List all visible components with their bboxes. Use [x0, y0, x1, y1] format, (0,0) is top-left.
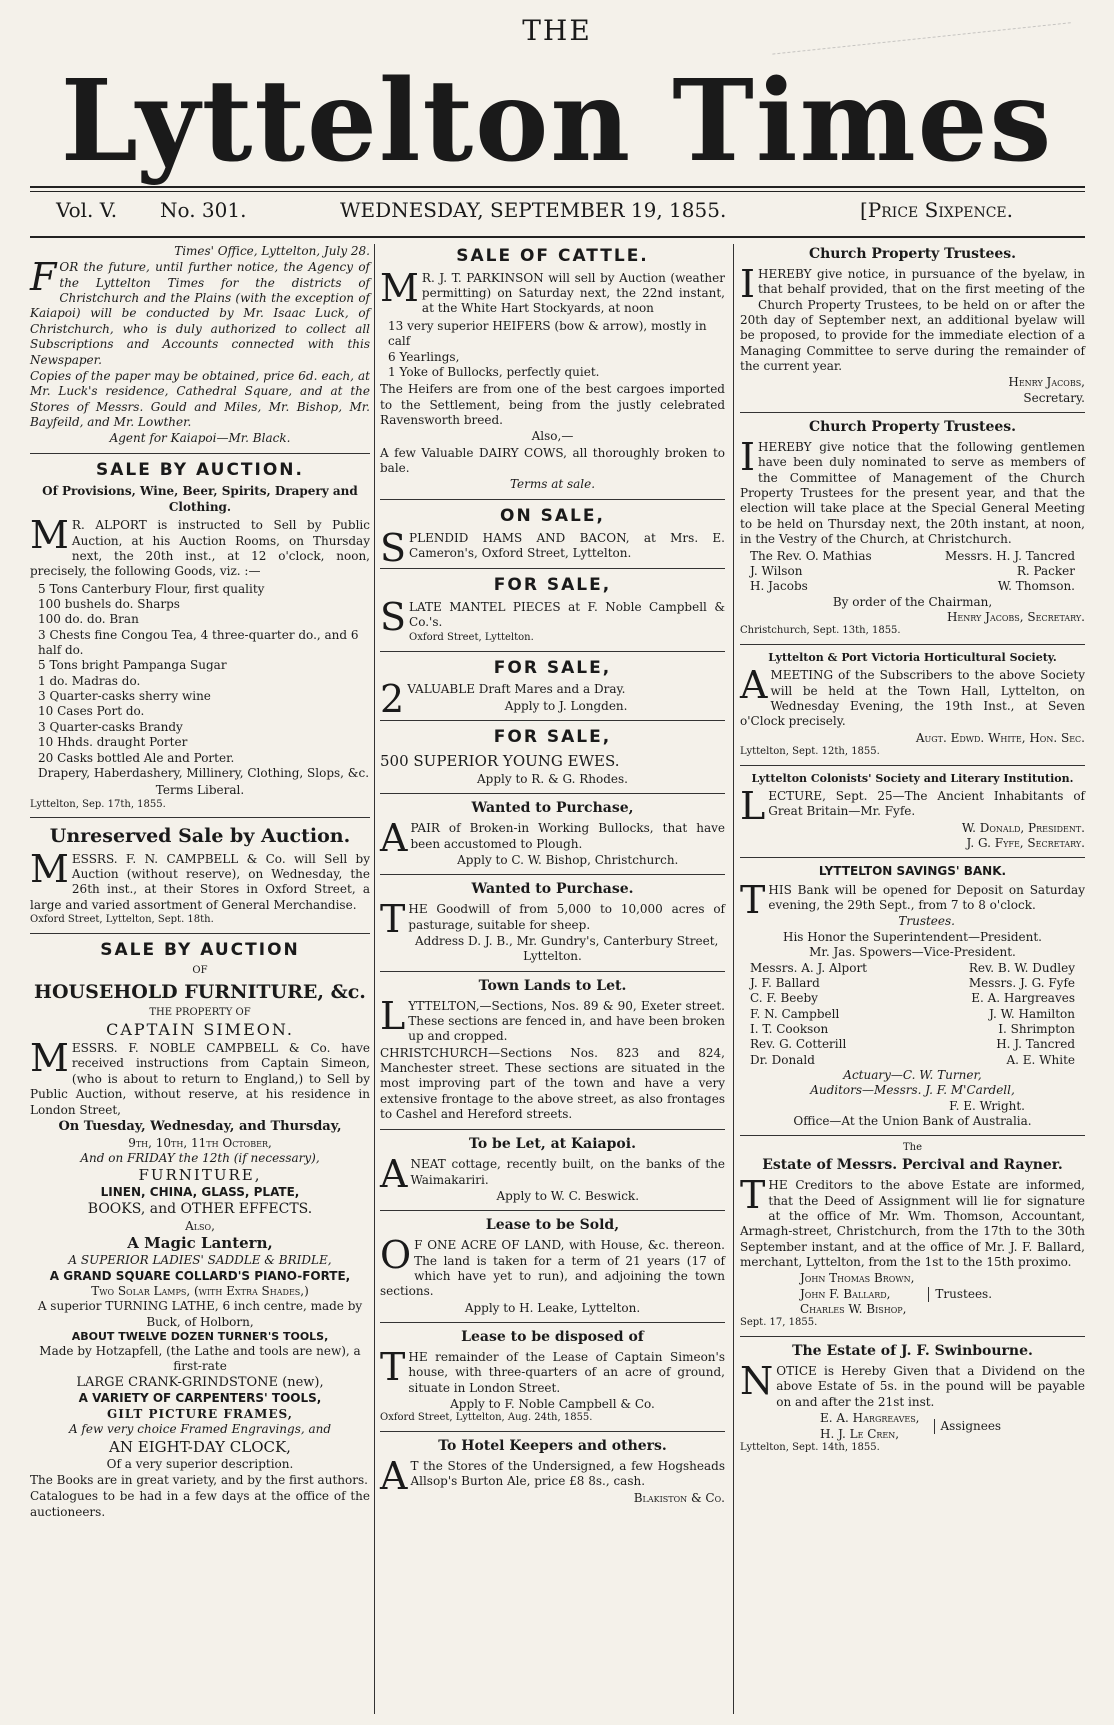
- name-right: I. Shrimpton: [998, 1021, 1075, 1036]
- ewes-apply: Apply to R. & G. Rhodes.: [476, 771, 628, 786]
- savings-body: THIS Bank will be opened for Deposit on Saturday evening, the 29th Sept., from 7 to 8 o'clock.: [740, 877, 1085, 922]
- cattle-cows: A few Valuable DAIRY COWS, all thoroughly broken to bale.: [380, 445, 725, 476]
- estate2-assignees: Assignees: [934, 1419, 1002, 1434]
- name-row: [740, 549, 1085, 564]
- horti-heading: Lyttelton & Port Victoria Horticultural Society.: [768, 651, 1057, 665]
- slate-heading: FOR SALE,: [493, 575, 612, 596]
- estate1-names: [800, 1271, 914, 1317]
- hotel-heading: To Hotel Keepers and others.: [438, 1438, 667, 1455]
- savings-trustees: Trustees.: [898, 914, 955, 929]
- name-row: [740, 976, 1085, 991]
- auction3-title: HOUSEHOLD FURNITURE, &c.: [34, 980, 366, 1003]
- church1-heading: Church Property Trustees.: [808, 246, 1017, 262]
- ad-lease-sold: [380, 1217, 725, 1323]
- ad-church-trustees-1: [740, 246, 1085, 413]
- church2-heading: Church Property Trustees.: [808, 419, 1017, 436]
- price-label: [Price Sixpence.: [860, 198, 1013, 222]
- auction1-footer: Lyttelton, Sep. 17th, 1855.: [30, 798, 166, 810]
- list-item: 5 Tons bright Pampanga Sugar: [38, 658, 227, 673]
- ad-household-furniture: [30, 940, 370, 1527]
- auction3-piano: A GRAND SQUARE COLLARD'S PIANO-FORTE,: [49, 1268, 351, 1283]
- estate1-the: The: [902, 1142, 923, 1154]
- ad-agency: [30, 244, 370, 454]
- name-row: [740, 991, 1085, 1006]
- townlands-body: LYTTELTON,—Sections, Nos. 89 & 90, Exeter street. These sections are fenced in, and have been broken up and cropped.: [380, 993, 725, 1044]
- column-divider-2: [733, 244, 734, 1714]
- column-1: [30, 244, 370, 1533]
- auction3-grindstone: LARGE CRANK-GRINDSTONE (new),: [76, 1374, 324, 1390]
- savings-heading: LYTTELTON SAVINGS' BANK.: [818, 864, 1007, 879]
- ad-young-ewes: [380, 727, 725, 794]
- wanted1-apply: Apply to C. W. Bishop, Christchurch.: [457, 852, 679, 867]
- volume-label: Vol. V.: [56, 198, 118, 222]
- ad-church-trustees-2: [740, 419, 1085, 645]
- ad-hotel-keepers: [380, 1438, 725, 1512]
- church2-body: IHEREBY give notice that the following gentlemen have been duly nominated to serve as members of the Committee of Management of the Church Property Trustees for the present year, and that the election will take place at the Special General Meeting to be held on Thursday next, the 20th instant, at noon, in the Vestry of the Church, at Christchurch.: [740, 435, 1085, 547]
- cattle-heifers: The Heifers are from one of the best cargoes imported to the Settlement, being from the justly celebrated Ravensworth breed.: [380, 382, 725, 427]
- dateline: [30, 196, 1085, 236]
- auction3-linen: LINEN, CHINA, GLASS, PLATE,: [100, 1185, 300, 1200]
- name-right: A. E. White: [1006, 1052, 1075, 1067]
- estate1-signatures: [740, 1271, 1085, 1317]
- name-right: J. W. Hamilton: [989, 1006, 1075, 1021]
- name-right: Rev. B. W. Dudley: [968, 960, 1075, 975]
- column-2: [380, 244, 725, 1518]
- ewes-body: 500 SUPERIOR YOUNG EWES.: [380, 751, 620, 770]
- ad-swinbourne: [740, 1343, 1085, 1461]
- wanted1-heading: Wanted to Purchase,: [471, 800, 634, 817]
- lease2-footer: Oxford Street, Lyttelton, Aug. 24th, 1855.: [380, 1412, 593, 1424]
- name-left: Dr. Donald: [750, 1052, 815, 1067]
- list-item: 3 Quarter-casks sherry wine: [38, 689, 211, 704]
- mares-apply: Apply to J. Longden.: [504, 698, 628, 713]
- ewes-heading: FOR SALE,: [493, 726, 612, 747]
- ad-lease-disposed: [380, 1329, 725, 1432]
- mares-body: 2VALUABLE Draft Mares and a Dray.: [380, 677, 626, 722]
- church1-body: IHEREBY give notice, in pursuance of the byelaw, in that behalf provided, that on the first meeting of the Church Property Trustees, to be held on or after the 20th day of September next, an additional byelaw will be proposed, to provide for the immediate election of a Managing Committee to serve during the remainder of the current year.: [740, 261, 1085, 374]
- auction3-owner: CAPTAIN SIMEON.: [106, 1019, 294, 1039]
- lease2-apply: Apply to F. Noble Campbell & Co.: [450, 1397, 655, 1412]
- estate1-body: THE Creditors to the above Estate are informed, that the Deed of Assignment will lie for signature at the office of Mr. Wm. Thomson, Accountant, Armagh-street, Christchurch, from the 17th to the 30th September instant, and at the office of Mr. J. F. Ballard, merchant, Lyttelton, from the 1st to the 15th proximo.: [740, 1173, 1085, 1269]
- townlands-body2: CHRISTCHURCH—Sections Nos. 823 and 824, Manchester street. These sections are situated in the most improving part of the town and have a very extensive frontage to the above street, as also frontages to Cashel and Hereford streets.: [380, 1045, 725, 1122]
- agency-body: FOR the future, until further notice, the Agency of the Lyttelton Times for the districts of Christchurch and the Plains (with the exception of Kaiapoi) will be conducted by Mr. Isaac Luck, of Christchurch, who is duly authorized to collect all Subscriptions and Accounts connected with this Newspaper.: [30, 255, 370, 367]
- ad-kaiapoi-cottage: [380, 1136, 725, 1211]
- name-right: W. Thomson.: [997, 579, 1075, 594]
- horti-body: AMEETING of the Subscribers to the above Society will be held at the Town Hall, Lyttelton, on Wednesday Evening, the 19th Inst., at Seven o'Clock precisely.: [740, 663, 1085, 729]
- name-right: R. Packer: [1016, 563, 1075, 578]
- kaiapoi-apply: Apply to W. C. Beswick.: [496, 1189, 640, 1204]
- name-row: [740, 1007, 1085, 1022]
- cattle-also: Also,—: [531, 429, 574, 444]
- issue-date: WEDNESDAY, SEPTEMBER 19, 1855.: [340, 198, 727, 222]
- church1-sign1: Henry Jacobs,: [1008, 375, 1085, 390]
- column-3: [740, 244, 1085, 1467]
- estate2-names: [820, 1411, 920, 1442]
- horti-footer: Lyttelton, Sept. 12th, 1855.: [740, 746, 880, 758]
- mares-heading: FOR SALE,: [493, 657, 612, 678]
- column-divider-1: [374, 244, 375, 1714]
- ad-unreserved-sale: [30, 824, 370, 934]
- name-row: [740, 1053, 1085, 1068]
- auction1-body: MR. ALPORT is instructed to Sell by Public Auction, at his Auction Rooms, on Thursday next, the 20th inst., at 12 o'clock, noon, precisely, the following Goods, viz. :—: [30, 513, 370, 579]
- lease1-body: OF ONE ACRE OF LAND, with House, &c. thereon. The land is taken for a term of 21 years (17 of which have yet to run), and adjoining the town sections.: [380, 1233, 725, 1299]
- signature: E. A. Hargreaves,: [820, 1411, 920, 1426]
- auction3-dates: 9th, 10th, 11th October,: [128, 1135, 272, 1150]
- name-row: [740, 1037, 1085, 1052]
- lease2-body: THE remainder of the Lease of Captain Simeon's house, with three-quarters of an acre of ground, situate in London Street.: [380, 1344, 725, 1395]
- rule-top: [30, 186, 1085, 188]
- name-right: Messrs. J. G. Fyfe: [968, 975, 1075, 990]
- auction3-also: Also,: [185, 1218, 215, 1233]
- hotel-body: AT the Stores of the Undersigned, a few Hogsheads Allsop's Burton Ale, price £8 8s., cash.: [380, 1454, 725, 1499]
- name-right: H. J. Tancred: [996, 1037, 1075, 1052]
- ad-savings-bank: [740, 864, 1085, 1136]
- masthead-the: THE: [522, 14, 592, 47]
- list-item: 100 do. do. Bran: [38, 612, 139, 627]
- agency-copies: Copies of the paper may be obtained, price 6d. each, at Mr. Luck's residence, Cathedral Square, and at the Stores of Messrs. Gould and Miles, Mr. Bishop, Mr. Bayfeild, and Mr. Lowther.: [30, 368, 370, 429]
- ad-on-sale: [380, 506, 725, 569]
- name-row: [740, 961, 1085, 976]
- list-item: 5 Tons Canterbury Flour, first quality: [38, 581, 265, 596]
- auction1-heading: SALE BY AUCTION.: [96, 459, 304, 480]
- townlands-heading: Town Lands to Let.: [478, 977, 627, 994]
- auction2-body: MESSRS. F. N. CAMPBELL & Co. will Sell by Auction (without reserve), on Wednesday, the 26th inst., at their Stores in Oxford Street, a large and varied assortment of General Merchandise.: [30, 846, 370, 912]
- signature: Charles W. Bishop,: [800, 1302, 907, 1317]
- estate2-heading: The Estate of J. F. Swinbourne.: [792, 1343, 1033, 1360]
- rule-date: [30, 236, 1085, 238]
- savings-president: His Honor the Superintendent—President.: [782, 929, 1042, 944]
- ad-draft-mares: [380, 658, 725, 721]
- estate2-signatures: [740, 1411, 1085, 1442]
- savings-auditor2: F. E. Wright.: [949, 1098, 1025, 1113]
- auction3-catalogues: Catalogues to be had in a few days at the office of the auctioneers.: [30, 1489, 370, 1519]
- estate1-trustees: Trustees.: [928, 1287, 992, 1302]
- list-item: 6 Yearlings,: [388, 349, 460, 364]
- wanted2-heading: Wanted to Purchase.: [471, 881, 634, 898]
- name-left: J. F. Ballard: [750, 975, 820, 990]
- name-row: [740, 1022, 1085, 1037]
- church1-sign2: Secretary.: [1023, 390, 1085, 405]
- auction2-heading: Unreserved Sale by Auction.: [49, 825, 351, 848]
- church2-order: By order of the Chairman,: [832, 594, 993, 609]
- name-left: C. F. Beeby: [750, 991, 818, 1006]
- slate-footer: Oxford Street, Lyttelton.: [409, 631, 534, 643]
- list-item: 100 bushels do. Sharps: [38, 596, 180, 611]
- list-item: 20 Casks bottled Ale and Porter.: [38, 750, 235, 765]
- auction3-carpenters: A VARIETY OF CARPENTERS' TOOLS,: [78, 1391, 322, 1406]
- auction3-heading: SALE BY AUCTION: [100, 939, 300, 960]
- auction3-days: On Tuesday, Wednesday, and Thursday,: [58, 1118, 342, 1134]
- name-right: Messrs. H. J. Tancred: [944, 548, 1075, 563]
- lease2-heading: Lease to be disposed of: [461, 1329, 644, 1346]
- ad-wanted-bullocks: [380, 800, 725, 875]
- list-item: 3 Chests fine Congou Tea, 4 three-quarter do., and 6 half do.: [38, 627, 359, 658]
- lease1-heading: Lease to be Sold,: [485, 1217, 620, 1234]
- auction3-books: BOOKS, and OTHER EFFECTS.: [87, 1200, 313, 1217]
- name-left: J. Wilson: [750, 563, 803, 578]
- auction3-lantern: A Magic Lantern,: [127, 1234, 273, 1253]
- savings-office: Office—At the Union Bank of Australia.: [793, 1114, 1032, 1129]
- list-item: Drapery, Haberdashery, Millinery, Clothing, Slops, &c.: [38, 765, 370, 780]
- ad-town-lands: [380, 978, 725, 1131]
- wanted2-address: Address D. J. B., Mr. Gundry's, Canterbury Street, Lyttelton.: [415, 933, 719, 964]
- auction3-saddle: A SUPERIOR LADIES' SADDLE & BRIDLE,: [68, 1253, 332, 1268]
- auction3-of: OF: [192, 964, 208, 976]
- horti-sign: Augt. Edwd. White, Hon. Sec.: [915, 730, 1085, 745]
- name-left: Messrs. A. J. Alport: [750, 960, 867, 975]
- auction3-clockdesc: Of a very superior description.: [106, 1456, 294, 1471]
- auction1-items: [30, 582, 370, 782]
- auction3-lamps: Two Solar Lamps, (with Extra Shades,): [91, 1283, 309, 1298]
- name-left: F. N. Campbell: [750, 1006, 840, 1021]
- ad-auction-provisions: [30, 460, 370, 819]
- onsale-body: SPLENDID HAMS AND BACON, at Mrs. E. Cameron's, Oxford Street, Lyttelton.: [380, 525, 725, 570]
- kaiapoi-body: ANEAT cottage, recently built, on the banks of the Waimakariri.: [380, 1152, 725, 1197]
- colonists-heading: Lyttelton Colonists' Society and Literary Institution.: [751, 771, 1074, 785]
- signature: John F. Ballard,: [800, 1286, 891, 1301]
- list-item: 10 Hhds. draught Porter: [38, 735, 188, 750]
- name-right: E. A. Hargreaves: [971, 991, 1075, 1006]
- auction3-bookstext: The Books are in great variety, and by the first authors.: [30, 1473, 368, 1488]
- auction3-lathe: A superior TURNING LATHE, 6 inch centre, made by Buck, of Holborn,: [37, 1299, 363, 1329]
- auction3-holtz: Made by Hotzapfell, (the Lathe and tools are new), a first-rate: [39, 1344, 361, 1374]
- wanted2-body: THE Goodwill of from 5,000 to 10,000 acres of pasturage, suitable for sheep.: [380, 897, 725, 942]
- savings-vice: Mr. Jas. Spowers—Vice-President.: [809, 945, 1016, 960]
- name-left: I. T. Cookson: [750, 1021, 829, 1036]
- auction1-terms: Terms Liberal.: [155, 783, 245, 798]
- list-item: 1 do. Madras do.: [38, 673, 141, 688]
- auction2-footer: Oxford Street, Lyttelton, Sept. 18th.: [30, 914, 214, 926]
- cattle-body: MR. J. T. PARKINSON will sell by Auction (weather permitting) on Saturday next, the 22nd instant, at the White Hart Stockyards, at noon: [380, 265, 725, 316]
- list-item: 10 Cases Port do.: [38, 704, 145, 719]
- issue-number: No. 301.: [160, 198, 247, 222]
- name-row: [740, 564, 1085, 579]
- list-item: 1 Yoke of Bullocks, perfectly quiet.: [388, 364, 600, 379]
- ad-horticultural: [740, 651, 1085, 766]
- savings-auditors: Auditors—Messrs. J. F. M'Cardell,: [810, 1083, 1015, 1098]
- name-row: [740, 579, 1085, 594]
- slate-body: SLATE MANTEL PIECES at F. Noble Campbell & Co.'s.: [380, 595, 725, 639]
- colonists-sign2: J. G. Fyfe, Secretary.: [966, 835, 1085, 850]
- wanted1-body: APAIR of Broken-in Working Bullocks, that have been accustomed to Plough.: [380, 816, 725, 861]
- estate1-footer: Sept. 17, 1855.: [740, 1317, 818, 1329]
- agency-kaiapoi: Agent for Kaiapoi—Mr. Black.: [109, 431, 291, 446]
- cattle-terms: Terms at sale.: [509, 477, 596, 492]
- auction3-body: MESSRS. F. NOBLE CAMPBELL & Co. have received instructions from Captain Simeon, (who is about to return to England,) to Sell by Public Auction, without reserve, at his residence in London Street,: [30, 1036, 370, 1117]
- colonists-body: LECTURE, Sept. 25—The Ancient Inhabitants of Great Britain—Mr. Fyfe.: [740, 783, 1085, 828]
- lease1-apply: Apply to H. Leake, Lyttelton.: [464, 1300, 641, 1315]
- newspaper-title: Lyttelton Times: [60, 56, 1054, 187]
- list-item: 3 Quarter-casks Brandy: [38, 719, 183, 734]
- church2-sign: Henry Jacobs, Secretary.: [946, 610, 1085, 624]
- ad-percival-rayner: [740, 1142, 1085, 1337]
- hotel-sign: Blakiston & Co.: [633, 1490, 725, 1505]
- ad-wanted-pasturage: [380, 881, 725, 971]
- church2-footer: Christchurch, Sept. 13th, 1855.: [740, 625, 901, 637]
- auction3-friday: And on FRIDAY the 12th (if necessary),: [80, 1150, 320, 1165]
- list-item: 13 very superior HEIFERS (bow & arrow), mostly in calf: [388, 318, 707, 349]
- ad-sale-of-cattle: [380, 246, 725, 500]
- auction1-subheading: Of Provisions, Wine, Beer, Spirits, Drapery and Clothing.: [42, 484, 358, 514]
- ad-colonists-society: [740, 772, 1085, 859]
- onsale-heading: ON SALE,: [500, 505, 605, 526]
- name-left: Rev. G. Cotterill: [750, 1037, 847, 1052]
- name-left: H. Jacobs: [750, 579, 808, 594]
- agency-dateline: Times' Office, Lyttelton, July 28.: [174, 244, 370, 258]
- auction3-engravings: A few very choice Framed Engravings, and: [68, 1422, 332, 1437]
- estate2-footer: Lyttelton, Sept. 14th, 1855.: [740, 1441, 880, 1453]
- kaiapoi-heading: To be Let, at Kaiapoi.: [469, 1136, 636, 1153]
- auction3-tools: ABOUT TWELVE DOZEN TURNER'S TOOLS,: [71, 1330, 329, 1344]
- rule-top-thin: [30, 191, 1085, 192]
- auction3-frames: GILT PICTURE FRAMES,: [107, 1406, 293, 1421]
- estate1-heading: Estate of Messrs. Percival and Rayner.: [762, 1157, 1063, 1174]
- signature: H. J. Le Cren,: [820, 1426, 900, 1441]
- name-left: The Rev. O. Mathias: [750, 548, 872, 563]
- colonists-sign1: W. Donald, President.: [961, 820, 1085, 835]
- savings-actuary: Actuary—C. W. Turner,: [843, 1068, 982, 1083]
- auction3-furniture: FURNITURE,: [138, 1166, 262, 1185]
- estate2-body: NOTICE is Hereby Given that a Dividend on the above Estate of 5s. in the pound will be payable on and after the 21st inst.: [740, 1359, 1085, 1409]
- auction3-property: THE PROPERTY OF: [149, 1006, 251, 1018]
- signature: John Thomas Brown,: [800, 1271, 915, 1286]
- cattle-items: [380, 319, 725, 380]
- ad-slate-mantel: [380, 575, 725, 651]
- cattle-heading: SALE OF CATTLE.: [456, 246, 649, 266]
- auction3-clock: AN EIGHT-DAY CLOCK,: [109, 1437, 291, 1456]
